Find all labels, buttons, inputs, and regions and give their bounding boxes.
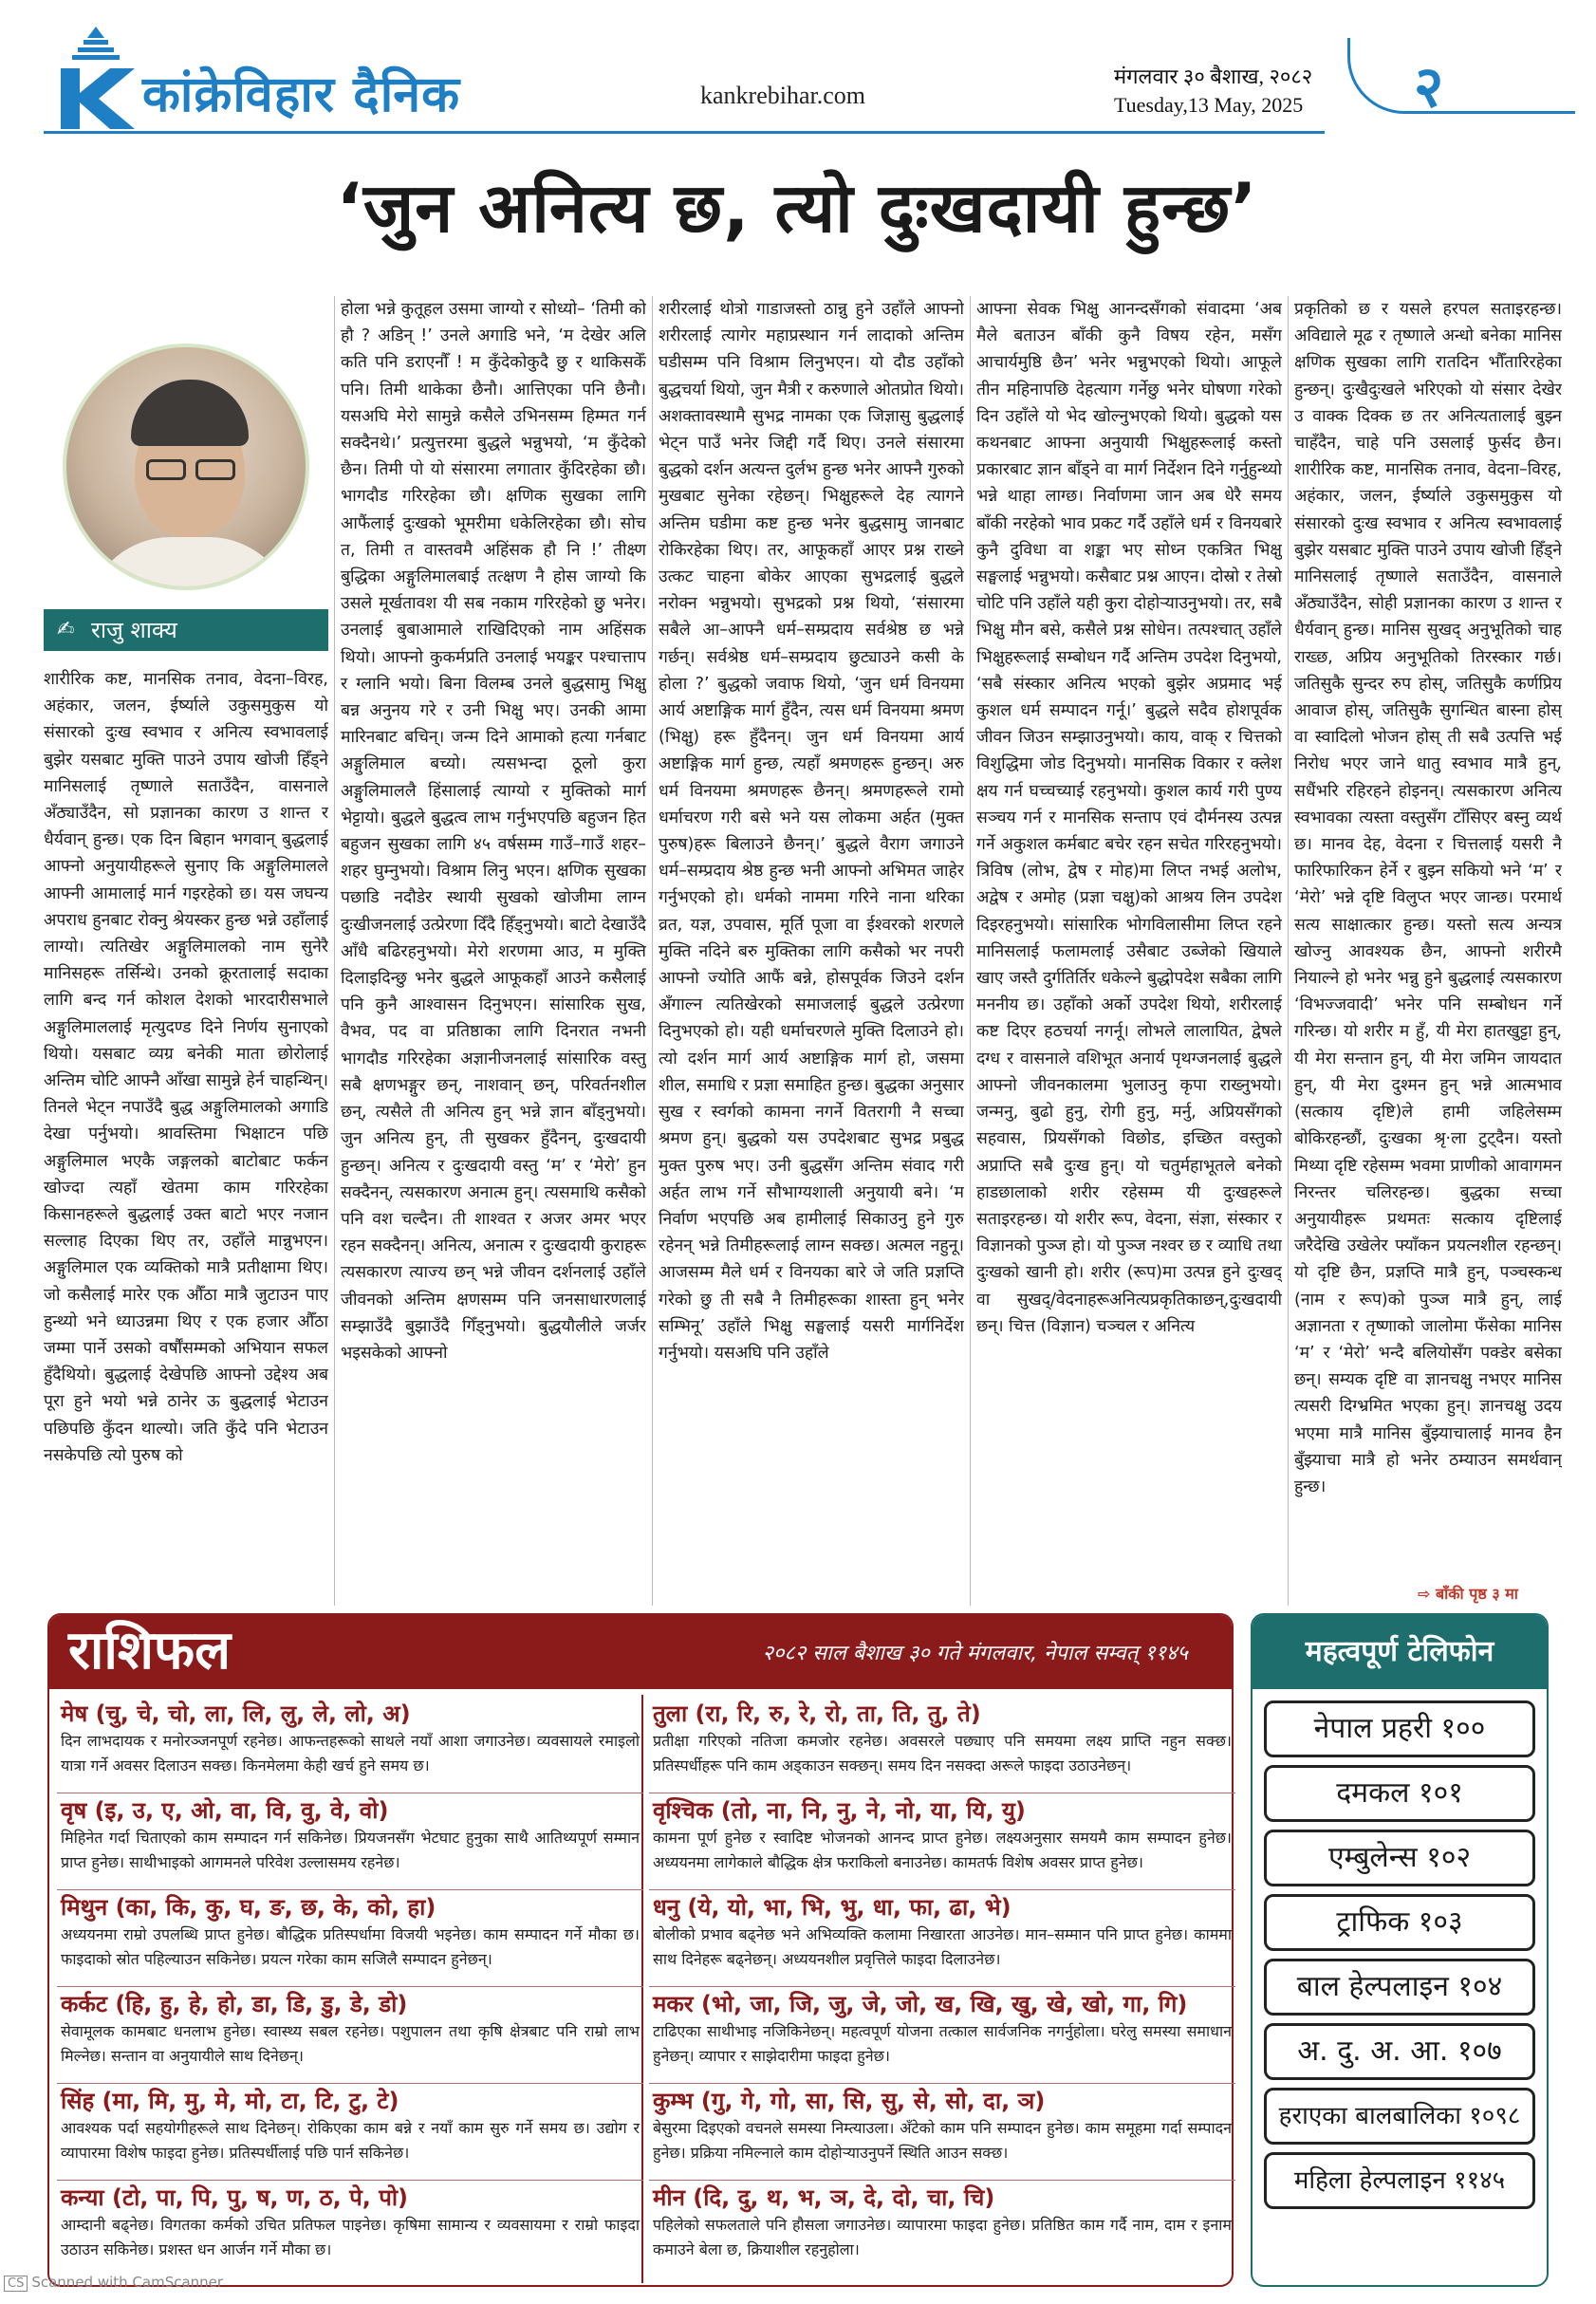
rashi-name: मिथुन (का, कि, कु, घ, ङ, छ, के, को, हा): [61, 1894, 436, 1921]
rashi-name: कुम्भ (गु, गे, गो, सा, सि, सु, से, सो, दा, ञ): [653, 2088, 1046, 2114]
rashi-text: बेसुरमा दिइएको वचनले समस्या निम्त्याउला। अँटेको काम पनि सम्पादन हुनेछ। काम समूहमा गर्दा सम्पादन हुनेछ। प्रक्रिया नमिल्नाले काम दोहोऱ्याउनुपर्ने स्थिति आउन सक्छ।: [653, 2119, 1232, 2162]
page-number: २: [1414, 54, 1444, 121]
phones-title: महत्वपूर्ण टेलिफोन: [1253, 1615, 1547, 1689]
rashi-name: कन्या (टो, पा, पि, पु, ष, ण, ठ, पे, पो): [61, 2184, 409, 2211]
phone-missing-children[interactable]: हराएका बालबालिका १०९८: [1264, 2088, 1535, 2145]
rashi-item: [649, 2181, 1235, 2277]
date-block: [1114, 63, 1312, 120]
scanner-text: Scanned with CamScanner: [31, 2274, 224, 2291]
column-divider: [652, 296, 653, 1606]
rashi-text: मिहिनेत गर्दा चिताएको काम सम्पादन गर्न सकिनेछ। प्रियजनसँग भेटघाट हुनुका साथै आतिथ्यपूर्ण सम्मान प्राप्त हुनेछ। साथीभाइको आगमनले परिवेश उल्लासमय रहनेछ।: [61, 1829, 640, 1871]
rashi-item: [57, 1697, 643, 1793]
rashi-text: बोलीको प्रभाव बढ्नेछ भने अभिव्यक्ति कलामा निखारता आउनेछ। मान–सम्मान पनि प्राप्त हुनेछ। काममा साथ दिनेहरू बढ्नेछन्। अध्ययनशील प्रवृत्तिले फाइदा दिलाउनेछ।: [653, 1925, 1232, 1968]
rashi-text: प्रतीक्षा गरिएको नतिजा कमजोर रहनेछ। अवसरले पछ्याए पनि समयमा लक्ष्य प्राप्ति नहुन सक्छ। प्रतिस्पर्धीहरू पनि काम अड्काउन सक्छन्। समय दिन नसक्दा अरूले फाइदा उठाउनेछन्।: [653, 1732, 1232, 1774]
rashi-item: [649, 1987, 1235, 2084]
page-corner-decoration: [1347, 38, 1575, 114]
column-divider: [1288, 296, 1289, 1606]
header-rule: [44, 131, 1325, 134]
phone-child-helpline[interactable]: बाल हेल्पलाइन १०४: [1264, 1959, 1535, 2016]
phone-traffic[interactable]: ट्राफिक १०३: [1264, 1894, 1535, 1951]
column-text: आफ्ना सेवक भिक्षु आनन्दसँगको संवादमा ‘अब मैले बताउन बाँकी कुनै विषय रहेन, मसँग आचार्यमुष्ठि छैन’ भनेर भन्नुभएको थियो। आफूले तीन महिनापछि देहत्याग गर्नेछु भनेर घोषणा गरेको दिन उहाँले यो भेद खोल्नुभएको थियो। बुद्धको यस कथनबाट आफ्ना अनुयायी भिक्षुहरूलाई कस्तो प्रकारबाट ज्ञान बाँड्ने वा मार्ग निर्देशन दिने गर्नुहुन्थ्यो भन्ने थाहा लाग्छ। निर्वाणमा जान अब धेरै समय बाँकी नरहेको भाव प्रकट गर्दै उहाँले धर्म र विनयबारे कुनै दुविधा वा शङ्का भए सोध्न एकत्रित भिक्षु सङ्घलाई भन्नुभयो। कसैबाट प्रश्न आएन। दोस्रो र तेस्रो चोटि पनि उहाँले यही कुरा दोहोऱ्याउनुभयो। तर, सबै भिक्षु मौन बसे, कसैले प्रश्न सोधेन। तत्पश्चात् उहाँले भिक्षुहरूलाई सम्बोधन गर्दै अन्तिम उपदेश दिनुभयो, ‘सबै संस्कार अनित्य भएको बुझेर अप्रमाद भई कुशल धर्म सम्पादन गर्नू।’ बुद्धले सदैव होशपूर्वक जीवन जिउन सम्झाउनुभयो। काय, वाक् र चित्तको विशुद्धिमा जोड दिनुभयो। मानसिक विकार र क्लेश क्षय गर्न घच्चच्याई रहनुभयो। कुशल कार्य गरी पुण्य सञ्चय गर्न र मानसिक सन्ताप एवं दौर्मनस्य उत्पन्न गर्ने अकुशल कर्मबाट बचेर रहन सचेत गरिरहनुभयो। त्रिविष (लोभ, द्वेष र मोह)मा लिप्त नभई अलोभ, अद्वेष र अमोह (प्रज्ञा चक्षु)को आश्रय लिन उपदेश दिइरहनुभयो। सांसारिक भोगविलासीमा लिप्त रहने मानिसलाई फलामलाई उसैबाट उब्जेको खियाले खाए जस्तै दुर्गतिर्तिर धकेल्ने बुद्धोपदेश सबैका लागि मननीय छ। उहाँको अर्को उपदेश थियो, शरीरलाई कष्ट दिएर हठचर्या नगर्नू। लोभले लालायित, द्वेषले दग्ध र वासनाले वशिभूत अनार्य पृथग्जनलाई बुद्धले आफ्नो जीवनकालमा भुलाउनु कृपा राख्नुभयो। जन्मनु, बुढो हुनु, रोगी हुनु, मर्नु, अप्रियसँगको सहवास, प्रियसँगको विछोड, इच्छित वस्तुको अप्राप्ति सबै दुःख हुन्। यो चतुर्महाभूतले बनेको हाडछालाको शरीर रहेसम्म यी दुःखहरूले सताइरहन्छ। यो शरीर रूप, वेदना, संज्ञा, संस्कार र विज्ञानको पुञ्ज हो। यो पुञ्ज नश्वर छ र व्याधि तथा दुःखको खानी हो। शरीर (रूप)मा उत्पन्न हुने दुःखद् वा सुखद्/वेदनाहरूअनित्यप्रकृतिकाछन्,दुःखदायी छन्। चित्त (विज्ञान) चञ्चल र अनित्य: [976, 300, 1282, 1336]
rashi-text: आवश्यक पर्दा सहयोगीहरूले साथ दिनेछन्। रोकिएका काम बन्ने र नयाँ काम सुरु गर्ने समय छ। उद्योग र व्यापारमा विशेष फाइदा हुनेछ। प्रतिस्पर्धीलाई पछि पार्न सकिनेछ।: [61, 2119, 640, 2162]
rashi-text: कामना पूर्ण हुनेछ र स्वादिष्ट भोजनको आनन्द प्राप्त हुनेछ। लक्ष्यअनुसार समयमै काम सम्पादन हुनेछ। अध्ययनमा लागेकाले बौद्धिक क्षेत्र फराकिलो बनाउनेछ। कामतर्फ विशेष अवसर प्राप्त हुनेछ।: [653, 1829, 1232, 1871]
phone-ambulance[interactable]: एम्बुलेन्स १०२: [1264, 1830, 1535, 1886]
rashi-item: [649, 1890, 1235, 1987]
rashi-name: वृष (इ, उ, ए, ओ, वा, वि, वु, वे, वो): [61, 1797, 389, 1824]
rashi-name: तुला (रा, रि, रु, रे, रो, ता, ति, तु, ते): [653, 1700, 981, 1727]
article-headline: ‘जुन अनित्य छ, त्यो दुःखदायी हुन्छ’: [336, 168, 1258, 248]
rashi-item: [57, 2084, 643, 2181]
rashi-name: वृश्चिक (तो, ना, नि, नु, ने, नो, या, यि, यु): [653, 1797, 1026, 1824]
rashifal-box: [47, 1613, 1234, 2287]
article-column-5: [1294, 296, 1562, 1606]
camscanner-icon: CS: [4, 2276, 28, 2292]
rashifal-date: २०८२ साल बैशाख ३० गते मंगलवार, नेपाल सम्वत् ११४५: [762, 1642, 1188, 1665]
rashi-text: आम्दानी बढ्नेछ। विगतका कर्मको उचित प्रतिफल पाइनेछ। कृषिमा सामान्य र व्यवसायमा र राम्रो फाइदा उठाउन सकिनेछ। प्रशस्त धन आर्जन गर्ने मौका छ।: [61, 2216, 640, 2258]
date-english: Tuesday,13 May, 2025: [1114, 93, 1304, 117]
rashi-item: [649, 1697, 1235, 1793]
rashi-name: सिंह (मा, मि, मु, मे, मो, टा, टि, टु, टे): [61, 2088, 399, 2114]
date-nepali: मंगलवार ३० बैशाख, २०८२: [1114, 65, 1313, 88]
author-name: राजु शाक्य: [91, 617, 177, 643]
phone-women-helpline[interactable]: महिला हेल्पलाइन ११४५: [1264, 2152, 1535, 2209]
scanner-watermark: [4, 2274, 223, 2292]
article-column-4: [976, 296, 1282, 1606]
rashi-name: कर्कट (हि, हु, हे, हो, डा, डि, डु, डे, डो): [61, 1991, 408, 2017]
rashi-item: [649, 1793, 1235, 1890]
article-column-1: [44, 666, 328, 1606]
phone-fire[interactable]: दमकल १०१: [1264, 1765, 1535, 1822]
column-text: होला भन्ने कुतूहल उसमा जाग्यो र सोध्यो– ‘तिमी को हौ ? अडिन् !’ उनले अगाडि भने, ‘म देखेर अलि कति पनि डराएनौँ ! म कुँदेकोकुदै छु र थाकिसकेँ पनि। तिमी थाकेका छैनौ। आत्तिएका पनि छैनौ। यसअघि मेरो सामुन्ने कसैले उभिनसम्म हिम्मत गर्न सक्दैनथे।’ प्रत्युत्तरमा बुद्धले भन्नुभयो, ‘म कुँदेको छैन। तिमी पो यो संसारमा लगातार कुँदिरहेका छौ। भागदौड गरिरहेका छौ। क्षणिक सुखका लागि आफैंलाई दुःखको भूमरीमा धकेलिरहेका छौ। सोच त, तिमी त वास्तवमै अहिंसक हौ नि !’ तीक्ष्ण बुद्धिका अङ्गुलिमालबाई तत्क्षण नै होस जाग्यो कि उसले मूर्खतावश यी सब नकाम गरिरहेको छु भनेर। उनलाई बुबाआमाले राखिदिएको नाम अहिंसक थियो। आफ्नो कुकर्मप्रति उनलाई भयङ्कर पश्चात्ताप र ग्लानि भयो। बिना विलम्ब उनले बुद्धसामु भिक्षु बन्न अनुनय गरे र उनी भिक्षु भए। उनकी आमा मारिनबाट बचिन्। जन्म दिने आमाको हत्या गर्नबाट अङ्गुलिमाल बच्यो। त्यसभन्दा ठूलो कुरा अङ्गुलिमाललै हिंसालाई त्याग्यो र मुक्तिको मार्ग भेट्टायो। बुद्धले बुद्धत्व लाभ गर्नुभएपछि बहुजन हित बहुजन सुखका लागि ४५ वर्षसम्म गाउँ–गाउँ शहर–शहर घुम्नुभयो। विश्राम लिनु भएन। क्षणिक सुखका पछाडि नदौडेर स्थायी सुखको खोजीमा लाग्न दुःखीजनलाई उत्प्रेरणा दिँदै हिँड्नुभयो। बाटो देखाउँदै आँधै बढिरहनुभयो। मेरो शरणमा आउ, म मुक्ति दिलाइदिन्छु भनेर बुद्धले आफूकहाँ आउने कसैलाई पनि कुनै आश्वासन दिनुभएन। सांसारिक सुख, वैभव, पद वा प्रतिष्ठाका लागि दिनरात नभनी भागदौड गरिरहेका अज्ञानीजनलाई सांसारिक वस्तु सबै क्षणभङ्गुर छन्, नाशवान् छन्, परिवर्तनशील छन्, त्यसैले ती अनित्य हुन् भन्ने ज्ञान बाँड्नुभयो। जुन अनित्य हुन्, ती सुखकर हुँदैनन्, दुःखदायी हुन्छन्। अनित्य र दुःखदायी वस्तु ‘म’ र ‘मेरो’ हुन सक्दैनन्, त्यसकारण अनात्म हुन्। त्यसमाथि कसैको पनि वश चल्दैन। ती शाश्वत र अजर अमर भएर रहन सक्दैनन्। अनित्य, अनात्म र दुःखदायी कुराहरू त्यसकारण त्याज्य छन् भन्ने जीवन दर्शनलाई उहाँले जीवनको अन्तिम क्षणसम्म पनि जनसाधारणलाई सम्झाउँदै बुझाउँदै गिँड्नुभयो। बुद्धयौलीले जर्जर भइसकेको आफ्नो: [341, 300, 646, 1363]
rashi-text: सेवामूलक कामबाट धनलाभ हुनेछ। स्वास्थ्य सबल रहनेछ। पशुपालन तथा कृषि क्षेत्रबाट पनि राम्रो लाभ मिल्नेछ। सन्तान वा अनुयायीले साथ दिनेछन्।: [61, 2022, 640, 2065]
newspaper-logo-icon: [55, 27, 137, 129]
rashifal-title: राशिफल: [68, 1620, 232, 1682]
rashi-text: टाढिएका साथीभाइ नजिकिनेछन्। महत्वपूर्ण योजना तत्काल सार्वजनिक नगर्नुहोला। घरेलु समस्या समाधान हुनेछन्। व्यापार र साझेदारीमा फाइदा हुनेछ।: [653, 2022, 1232, 2065]
article-column-3: [659, 296, 964, 1606]
rashi-name: मकर (भो, जा, जि, जु, जे, जो, ख, खि, खु, खे, खो, गा, गि): [653, 1991, 1188, 2017]
quill-icon: ✍: [57, 618, 75, 641]
rashi-text: अध्ययनमा राम्रो उपलब्धि प्राप्त हुनेछ। बौद्धिक प्रतिस्पर्धामा विजयी भइनेछ। काम सम्पादन गर्ने मौका छ। फाइदाको स्रोत पहिल्याउन सकिनेछ। प्रयत्न गरेका काम सजिलै सम्पादन हुनेछन्।: [61, 1925, 640, 1968]
rashi-item: [57, 1987, 643, 2084]
column-text: प्रकृतिको छ र यसले हरपल सताइरहन्छ। अविद्याले मूढ र तृष्णाले अन्धो बनेका मानिस क्षणिक सुखका लागि रातदिन भौँतारिरहेका हुन्छन्। दुःखैदुःखले भरिएको यो संसार देखेर उ वाक्क दिक्क छ तर अनित्यतालाई बुझ्न चाहँदैन, चाहे पनि उसलाई फुर्सद छैन। शारीरिक कष्ट, मानसिक तनाव, वेदना–विरह, अहंकार, जलन, ईर्ष्याले उकुसमुकुस यो संसारको दुःख स्वभाव र अनित्य स्वभावलाई बुझेर यसबाट मुक्ति पाउने उपाय खोजी हिँड्ने मानिसलाई तृष्णाले सताउँदैन, वासनाले अँठ्याउँदैन, सोही प्रज्ञानका कारण उ शान्त र धैर्यवान् हुन्छ। मानिस सुखद् अनुभूतिको चाह राख्छ, अप्रिय अनुभूतिको तिरस्कार गर्छ। जतिसुकै सुन्दर रुप होस्, जतिसुकै कर्णप्रिय आवाज होस्, जतिसुकै सुगन्धित बास्ना होस् वा स्वादिलो भोजन होस् ती सबै उत्पत्ति भई निरोध भएर जाने धातु स्वभाव मात्रै हुन्, सधैंभरि रहिरहने होइनन्। त्यसकारण अनित्य स्वभावका त्यस्ता वस्तुसँग टाँसिएर बस्नु व्यर्थ छ। मानव देह, वेदना र चित्तलाई यसरी नै फारिफारिकन हेर्ने र बुझ्न सकियो भने ‘म’ र ‘मेरो’ भन्ने दृष्टि विलुप्त भएर जान्छ। परमार्थ सत्य साक्षात्कार हुन्छ। यस्तो सत्य अन्यत्र खोज्नु आवश्यक छैन, आफ्नो शरीरमै नियाल्ने हो भनेर भन्नु हुने बुद्धलाई त्यसकारण ‘विभज्जवादी’ भनेर पनि सम्बोधन गर्ने गरिन्छ। यो शरीर म हुँ, यी मेरा हातखुट्टा हुन्, यी मेरा सन्तान हुन्, यी मेरा जमिन जायदात हुन्, यी मेरा दुश्मन हुन् भन्ने आत्मभाव (सत्काय दृष्टि)ले हामी जहिलेसम्म बोकिरहन्छौं, दुःखका श्रृ·ला टुट्दैन। यस्तो मिथ्या दृष्टि रहेसम्म भवमा प्राणीको आवागमन निरन्तर चलिरहन्छ। बुद्धका सच्चा अनुयायीहरू प्रथमतः सत्काय दृष्टिलाई जरैदेखि उखेलेर फ्याँकन प्रयत्नशील रहन्छन्। यो दृष्टि छैन, प्रज्ञप्ति मात्रै हुन्, पञ्चस्कन्ध (नाम र रूप)को पुञ्ज मात्रै हुन्, लाई अज्ञानता र तृष्णाको जालोमा फँसेका मानिस ‘म’ र ‘मेरो’ भन्दै बलियोसँग पक्डेर बसेका छन्। सम्यक दृष्टि वा ज्ञानचक्षु नभएर मानिस त्यसरी दिग्भ्रमित भएका हुन्। ज्ञानचक्षु उदय भएमा मात्रै मानिस बुँझ्याचालाई मानव हैन बुँझ्याचा मात्रै हो भनेर ठम्याउन समर्थवान् हुन्छ।: [1294, 300, 1562, 1496]
article-body: [44, 296, 1562, 1606]
rashi-item: [57, 1793, 643, 1890]
newspaper-title: कांक्रेविहार दैनिक: [142, 66, 461, 123]
important-phones-box: [1251, 1613, 1549, 2287]
rashi-name: धनु (ये, यो, भा, भि, भु, धा, फा, ढा, भे): [653, 1894, 1011, 1921]
rashi-item: [57, 1890, 643, 1987]
rashi-text: दिन लाभदायक र मनोरञ्जनपूर्ण रहनेछ। आफन्तहरूको साथले नयाँ आशा जगाउनेछ। व्यवसायले रमाइलो यात्रा गर्ने अवसर दिलाउन सक्छ। किनमेलमा केही खर्च हुने समय छ।: [61, 1732, 640, 1774]
rashi-text: पहिलेको सफलताले पनि हौसला जगाउनेछ। व्यापारमा फाइदा हुनेछ। प्रतिष्ठित काम गर्दै नाम, दाम र इनाम कमाउने बेला छ, क्रियाशील रहनुहोला।: [653, 2216, 1232, 2258]
site-url[interactable]: kankrebihar.com: [700, 82, 865, 109]
column-divider: [334, 296, 335, 1606]
rashifal-column-right: [649, 1697, 1235, 2277]
rashi-name: मेष (चु, चे, चो, ला, लि, लु, ले, लो, अ): [61, 1700, 411, 1727]
phone-ciaa[interactable]: अ. दु. अ. आ. १०७: [1264, 2023, 1535, 2080]
column-text: शरीरलाई थोत्रो गाडाजस्तो ठान्नु हुने उहाँले आफ्नो शरीरलाई त्यागेर महाप्रस्थान गर्न लादाको अन्तिम घडीसम्म पनि विश्राम लिनुभएन। यो दौड उहाँको बुद्धचर्या थियो, जुन मैत्री र करुणाले ओतप्रोत थियो। अशक्तावस्थामै सुभद्र नामका एक जिज्ञासु बुद्धलाई भेट्न पाउँ भनेर जिद्दी गर्दै थिए। उनले संसारमा बुद्धको दर्शन अत्यन्त दुर्लभ हुन्छ भनेर आफ्नै गुरुको मुखबाट सुनेका रहेछन्। भिक्षुहरूले देह त्यागने अन्तिम घडीमा कष्ट हुन्छ भनेर बुद्धसामु जानबाट रोकिरहेका थिए। तर, आफूकहाँ आएर प्रश्न राख्ने उत्कट चाहना बोकेर आएका सुभद्रलाई बुद्धले नरोक्न भन्नुभयो। सुभद्रको प्रश्न थियो, ‘संसारमा सबैले आ–आफ्नै धर्म–सम्प्रदाय सर्वश्रेष्ठ छ भन्ने गर्छन्। सर्वश्रेष्ठ धर्म–सम्प्रदाय छुट्याउने कसी के होला ?’ बुद्धको जवाफ थियो, ‘जुन धर्म विनयमा आर्य अष्टाङ्गिक मार्ग हुँदैन, त्यस धर्म विनयमा श्रमण (भिक्षु) हरू हुँदैनन्। जुन धर्म विनयमा आर्य अष्टाङ्गिक मार्ग हुन्छ, त्यहाँ श्रमणहरू हुन्छन्। अरु धर्म विनयमा श्रमणहरू छैनन्। श्रमणहरूले रामो धर्माचरण गरी बसे भने यस लोकमा अर्हत (मुक्त पुरुष)हरू बिलाउने छैनन्।’ बुद्धले वैराग जगाउने धर्म–सम्प्रदाय श्रेष्ठ हुन्छ भनी आफ्नो अभिमत जाहेर गर्नुभएको हो। धर्मको नाममा गरिने नाना थरिका व्रत, यज्ञ, उपवास, मूर्ति पूजा वा ईश्वरको शरणले मुक्ति नदिने बरु मुक्तिका लागि कसैको भर नपरी आफ्नो ज्योति आफैं बन्ने, होसपूर्वक जिउने दर्शन अँगाल्न त्यतिखेरको समाजलाई बुद्धले उत्प्रेरणा दिनुभएको हो। यही धर्माचरणले मुक्ति दिलाउने हो। त्यो दर्शन मार्ग आर्य अष्टाङ्गिक मार्ग हो, जसमा शील, समाधि र प्रज्ञा समाहित हुन्छ। बुद्धका अनुसार सुख र स्वर्गको कामना नगर्ने वितरागी नै सच्चा श्रमण हुन्। बुद्धको यस उपदेशबाट सुभद्र प्रबुद्ध मुक्त पुरुष भए। उनी बुद्धसँग अन्तिम संवाद गरी अर्हत लाभ गर्ने सौभाग्यशाली अनुयायी बने। ‘म निर्वाण भएपछि अब हामीलाई सिकाउनु हुने गुरु रहेनन् भन्ने तिमीहरूलाई लाग्न सक्छ। अत्मल नहुनू। आजसम्म मैले धर्म र विनयका बारे जे जति प्रज्ञप्ति गरेको छु ती सबै नै तिमीहरूका शास्ता हुन् भनेर सम्भिनू’ उहाँले भिक्षु सङ्घलाई यसरी मार्गनिर्देश गर्नुभयो। यसअघि पनि उहाँले: [659, 300, 964, 1363]
phone-police[interactable]: नेपाल प्रहरी १००: [1264, 1700, 1535, 1757]
rashifal-header: [49, 1615, 1232, 1689]
phones-list: [1264, 1700, 1535, 2217]
column-divider: [970, 296, 971, 1606]
rashifal-column-left: [57, 1697, 643, 2277]
column-text: शारीरिक कष्ट, मानसिक तनाव, वेदना–विरह, अहंकार, जलन, ईर्ष्याले उकुसमुकुस यो संसारको दुःख स्वभाव र अनित्य स्वभावलाई बुझेर यसबाट मुक्ति पाउने उपाय खोजी हिँड्ने मानिसलाई तृष्णाले सताउँदैन, वासनाले अँठ्याउँदैन, सो प्रज्ञानका कारण उ शान्त र धैर्यवान् हुन्छ। एक दिन बिहान भगवान् बुद्धलाई आफ्नो अनुयायीहरूले सुनाए कि अङ्गुलिमालले आफ्नी आमालाई मार्न गइरहेको छ। यस जघन्य अपराध हुनबाट रोक्नु श्रेयस्कर हुन्छ भन्ने उहाँलाई लाग्यो। त्यतिखेर अङ्गुलिमालको नाम सुनेरै मानिसहरू तर्सिन्थे। उनको क्रूरतालाई सदाका लागि बन्द गर्न कोशल देशको भारदारीसभाले अङ्गुलिमाललाई मृत्युदण्ड दिने निर्णय सुनाएको थियो। यसबाट व्यग्र बनेकी माता छोरोलाई अन्तिम चोटि आफ्नै आँखा सामुन्ने हेर्न चाहन्थिन्। तिनले भेट्न नपाउँदै बुद्ध अङ्गुलिमालको अगाडि देखा पर्नुभयो। श्रावस्तिमा भिक्षाटन पछि अङ्गुलिमाल भएकै जङ्गलको बाटोबाट फर्कन खोज्दा त्यहाँ खेतमा काम गरिरहेका किसानहरूले बुद्धलाई उक्त बाटो भएर नजान सल्लाह दिएका थिए तर, उहाँले मान्नुभएन। अङ्गुलिमाल एक व्यक्तिको मात्रै प्रतीक्षामा थिए। जो कसैलाई मारेर एक औँठा मात्रै जुटाउन पाए हुन्थ्यो भने ध्याउन्नमा थिए र एक हजार औँठा जम्मा पार्ने उसको वर्षौंसम्मको अभियान सफल हुँदैथियो। बुद्धलाई देखेपछि आफ्नो उद्देश्य अब पूरा हुने भयो भन्ने ठानेर ऊ बुद्धलाई भेटाउन पछिपछि कुँदन थाल्यो। जति कुँदे पनि भेटाउन नसकेपछि त्यो पुरुष को: [44, 670, 328, 1465]
article-column-2: [341, 296, 646, 1606]
continued-on-page: ⇨ बाँकी पृष्ठ ३ मा: [1418, 1585, 1518, 1603]
rashi-item: [57, 2181, 643, 2277]
masthead: [0, 0, 1596, 142]
rashi-item: [649, 2084, 1235, 2181]
rashi-name: मीन (दि, दु, थ, भ, ञ, दे, दो, चा, चि): [653, 2184, 995, 2211]
